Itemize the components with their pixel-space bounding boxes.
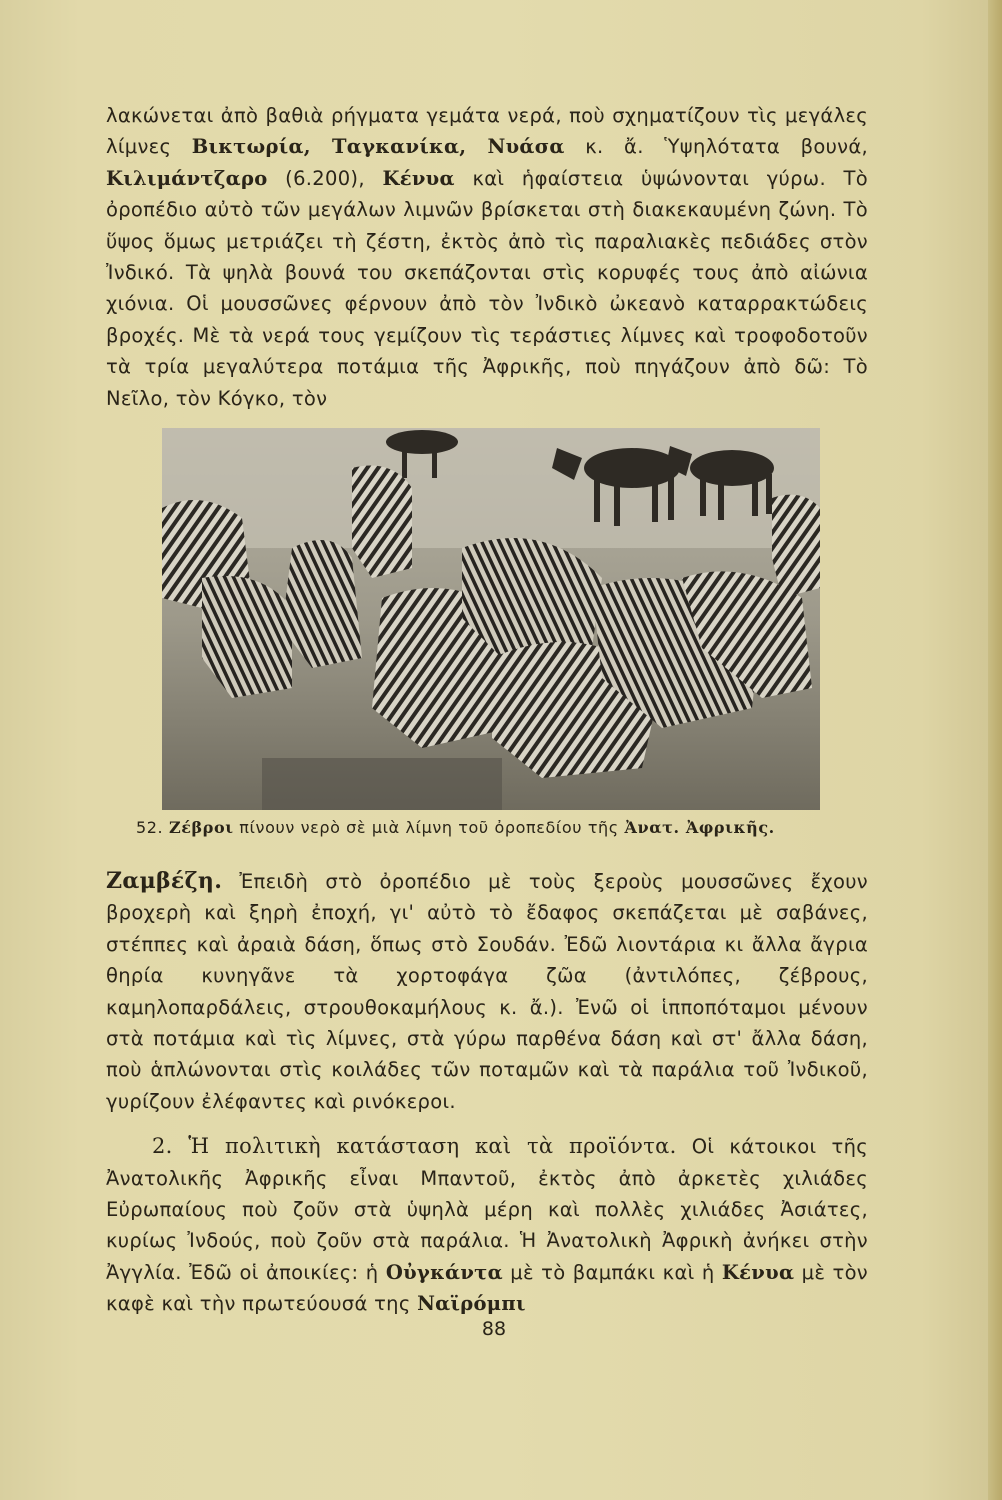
uganda: Οὐγκάντα <box>385 1260 503 1284</box>
text-run: λακώνεται ἀπὸ βαθιὰ ρήγματα γεμάτα νερά, ποὺ σχηματίζουν τὶς μεγάλες λίμνες <box>106 104 868 159</box>
text-run: Οἱ κάτοικοι τῆς Ἀνατολικῆς Ἀφρικῆς εἶναι Μπαντοῦ, ἐκτὸς ἀπὸ ἀρκετὲς χιλιάδες Εὐρωπαίους ποὺ ζοῦν στὰ ὑψηλὰ μέρη καὶ πολλὲς χιλιάδες Ἀσιάτες, κυρίως Ἰνδούς, ποὺ ζοῦν στὰ παράλια. Ἡ Ἀνατολικὴ Ἀφρικὴ ἀνήκει στὴν Ἀγγλία. Ἐδῶ οἱ ἀποικίες: ἡ <box>106 1135 868 1284</box>
page-number: 88 <box>481 1318 507 1340</box>
text-run: μὲ τὸν καφὲ καὶ τὴν πρωτεύουσά της <box>106 1260 869 1316</box>
figure-caption <box>136 818 876 837</box>
text-run: μὲ τὸ βαμπάκι καὶ ἡ <box>502 1260 722 1284</box>
text-run: (6.200), <box>267 166 383 190</box>
caption-bold: Ζέβροι <box>168 818 234 837</box>
section-title: 2. Ἡ πολιτικὴ κατάσταση καὶ τὰ προϊόντα. <box>152 1134 677 1159</box>
caption-text: πίνουν νερὸ σὲ μιὰ λίμνη τοῦ ὀροπεδίου τῆς <box>233 818 625 837</box>
text-run: καὶ ἡφαίστεια ὑψώνονται γύρω. Τὸ ὀροπέδιο αὐτὸ τῶν μεγάλων λιμνῶν βρίσκεται στὴ διακεκαυμένη ζώνη. Τὸ ὕψος ὅμως μετριάζει τὴ ζέστη, ἐκτὸς ἀπὸ τὶς παραλιακὲς πεδιάδες στὸν Ἰνδικό. Τὰ ψηλὰ βουνά του σκεπάζονται στὶς κορυφές τους ἀπὸ αἰώνια χιόνια. Οἱ μουσσῶνες φέρνουν ἀπὸ τὸν Ἰνδικὸ ὠκεανὸ καταρρακτώδεις βροχές. Μὲ τὰ νερά τους γεμίζουν τὶς τεράστιες λίμνες καὶ τροφοδοτοῦν τὰ τρία μεγαλύτερα ποτάμια τῆς Ἀφρικῆς, ποὺ πηγάζουν ἀπὸ δῶ: Τὸ Νεῖλο, τὸν Κόγκο, τὸν <box>106 166 868 410</box>
zebra-photo-illustration <box>162 428 820 810</box>
waterhole <box>262 758 502 810</box>
kenya: Κένυα <box>382 166 455 190</box>
section-2-paragraph <box>106 1131 868 1319</box>
top-paragraph <box>106 100 868 414</box>
bottom-paragraph <box>106 866 868 1117</box>
page-edge <box>988 0 1002 1500</box>
text-run: Ἐπειδὴ στὸ ὀροπέδιο μὲ τοὺς ξεροὺς μουσσῶνες ἔχουν βροχερὴ καὶ ξηρὴ ἐποχή, γι' αὐτὸ τὸ ἔδαφος σκεπάζεται μὲ σαβάνες, στέππες καὶ ἀραιὰ δάση, ὅπως στὸ Σουδάν. Ἐδῶ λιοντάρια κι ἄλλα ἄγρια θηρία κυνηγᾶνε τὰ χορτοφάγα ζῶα (ἀντιλόπες, ζέβρους, καμηλοπαρδάλεις, στρουθοκαμήλους κ. ἄ.). Ἐνῶ οἱ ἱπποπόταμοι μένουν στὰ ποτάμια καὶ τὶς λίμνες, στὰ γύρω παρθένα δάση καὶ στ' ἄλλα δάση, ποὺ ἁπλώνονται στὶς κοιλάδες τῶν ποταμῶν καὶ τὰ παράλια τοῦ Ἰνδικοῦ, γυρίζουν ἐλέφαντες καὶ ρινόκεροι. <box>106 870 868 1113</box>
nairobi: Ναϊρόμπι <box>417 1292 526 1316</box>
text-run: κ. ἄ. Ὑψηλότατα βουνά, <box>564 135 868 159</box>
kenya: Κένυα <box>721 1260 795 1284</box>
kilimanjaro: Κιλιμάντζαρο <box>106 166 268 190</box>
bottom-text <box>106 866 868 1320</box>
zambezi: Ζαμβέζη. <box>106 868 223 894</box>
caption-bold: Ἀνατ. Ἀφρικῆς. <box>624 818 775 837</box>
figure-number: 52. <box>136 818 164 837</box>
zebra-photo <box>162 428 820 810</box>
lake-names: Βικτωρία, Ταγκανίκα, Νυάσα <box>191 135 565 159</box>
